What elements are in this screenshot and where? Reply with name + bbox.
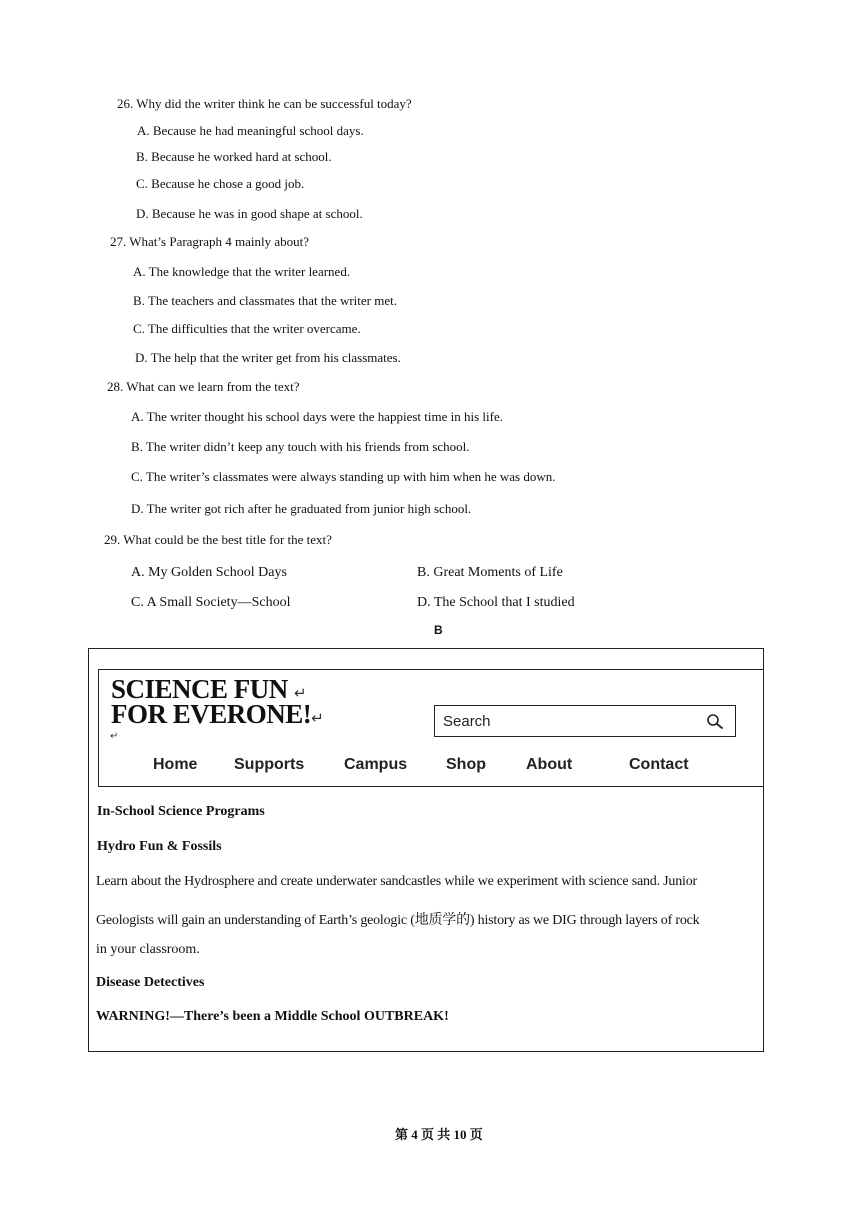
search-icon[interactable] <box>705 712 725 732</box>
return-mark-2: ↵ <box>311 709 324 727</box>
search-bar[interactable] <box>434 705 736 737</box>
question-28-option-c: C. The writer’s classmates were always standing up with him when he was down. <box>131 469 556 484</box>
brand-line-2-text: FOR EVERONE! <box>111 699 312 729</box>
question-29-option-d: D. The School that I studied <box>417 595 575 610</box>
nav-home[interactable]: Home <box>153 756 198 773</box>
nav-supports[interactable]: Supports <box>234 756 305 773</box>
program-1-title: Hydro Fun & Fossils <box>97 839 222 854</box>
question-27-option-b: B. The teachers and classmates that the writer met. <box>133 293 397 308</box>
content-heading: In-School Science Programs <box>97 804 265 819</box>
question-26-option-a: A. Because he had meaningful school days. <box>137 123 364 138</box>
return-mark-1: ↵ <box>294 684 307 702</box>
program-1-line-3: in your classroom. <box>96 942 200 957</box>
program-2-warning: WARNING!—There’s been a Middle School OUTBREAK! <box>96 1009 449 1024</box>
brand-line-1-text: SCIENCE FUN <box>111 674 288 704</box>
section-letter: B <box>434 623 443 637</box>
program-2-title: Disease Detectives <box>96 975 205 990</box>
return-mark-3: ↵ <box>110 731 119 742</box>
question-27-option-c: C. The difficulties that the writer overcame. <box>133 321 361 336</box>
question-26-option-d: D. Because he was in good shape at school. <box>136 206 363 221</box>
question-27-option-d: D. The help that the writer get from his classmates. <box>135 350 401 365</box>
question-28-option-d: D. The writer got rich after he graduated from junior high school. <box>131 501 472 516</box>
nav-campus[interactable]: Campus <box>344 756 408 773</box>
question-26-option-b: B. Because he worked hard at school. <box>136 149 332 164</box>
search-input[interactable] <box>443 710 693 732</box>
question-28-stem: 28. What can we learn from the text? <box>107 379 300 394</box>
question-27-option-a: A. The knowledge that the writer learned. <box>133 264 351 279</box>
question-26-option-c: C. Because he chose a good job. <box>136 176 305 191</box>
question-29-stem: 29. What could be the best title for the text? <box>104 532 332 547</box>
question-26-stem: 26. Why did the writer think he can be successful today? <box>117 96 412 111</box>
nav-about[interactable]: About <box>526 756 573 773</box>
question-27-stem: 27. What’s Paragraph 4 mainly about? <box>110 234 310 249</box>
question-28-option-a: A. The writer thought his school days were the happiest time in his life. <box>131 409 503 424</box>
question-28-option-b: B. The writer didn’t keep any touch with his friends from school. <box>131 439 470 454</box>
page-footer: 第 4 页 共 10 页 <box>395 1127 483 1142</box>
question-29-option-a: A. My Golden School Days <box>131 565 287 580</box>
question-29-option-b: B. Great Moments of Life <box>417 565 563 580</box>
question-29-option-c: C. A Small Society—School <box>131 595 291 610</box>
program-1-line-1: Learn about the Hydrosphere and create underwater sandcastles while we experiment with science sand. Junior <box>96 874 697 889</box>
brand-line-2 <box>111 699 323 730</box>
program-1-line-2: Geologists will gain an understanding of Earth’s geologic (地质学的) history as we DIG through layers of rock <box>96 913 700 928</box>
nav-contact[interactable]: Contact <box>629 756 689 773</box>
nav-shop[interactable]: Shop <box>446 756 486 773</box>
